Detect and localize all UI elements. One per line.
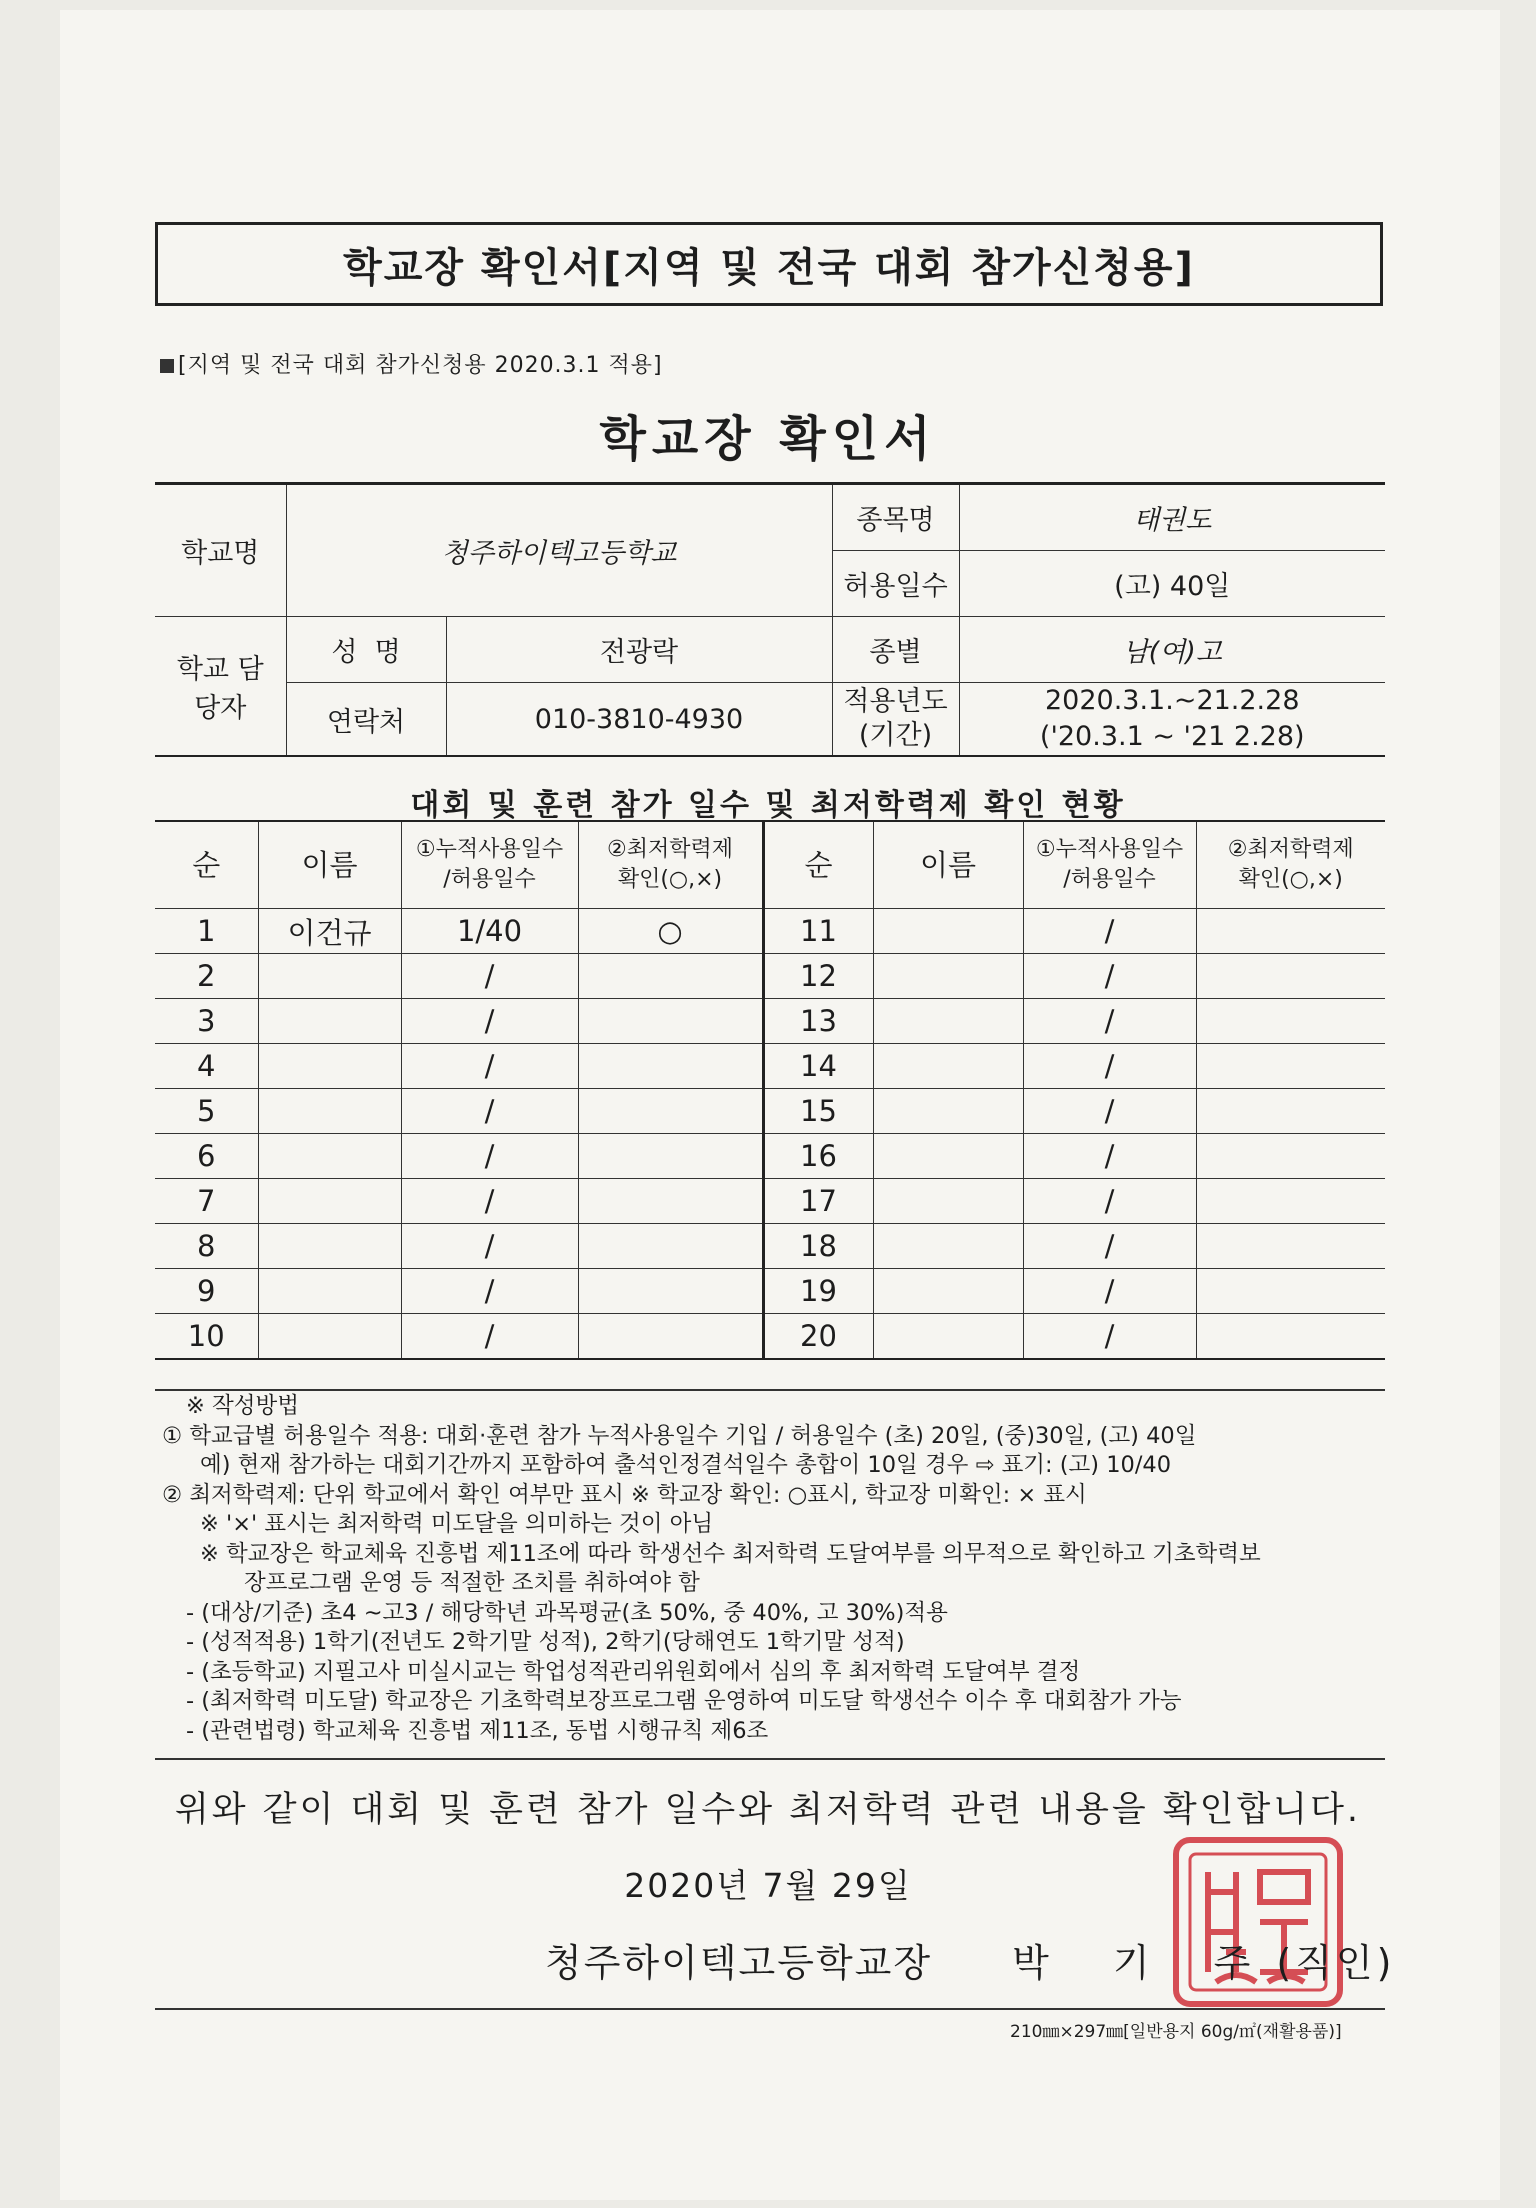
left-cell-no: 4 [155,1044,258,1089]
period-value-line1: 2020.3.1.~21.2.28 [1045,685,1300,716]
right-cell-check [1196,954,1385,999]
days-label: 허용일수 [832,551,959,617]
col-days-line2: /허용일수 [443,867,536,892]
right-cell-no: 18 [763,1224,873,1269]
right-cell-name [873,1044,1023,1089]
right-cell-check [1196,1179,1385,1224]
left-cell-days: / [401,1269,578,1314]
left-cell-check: ○ [578,909,763,954]
table-row [155,1134,1385,1179]
seal-label: (직인) [1276,1941,1396,1985]
left-cell-name [258,1044,401,1089]
left-cell-no: 9 [155,1269,258,1314]
table-row [155,1224,1385,1269]
principal-title: 청주하이텍고등학교장 [545,1941,933,1985]
footer-divider [155,2008,1385,2010]
left-cell-no: 1 [155,909,258,954]
note-item: ② 최저학력제: 단위 학교에서 확인 여부만 표시 ※ 학교장 확인: ○표시, 학교장 미확인: × 표시 [162,1481,1087,1508]
right-cell-days: / [1023,954,1196,999]
period-label-line1: 적용년도 [843,686,948,717]
note-item: ※ 학교장은 학교체육 진흥법 제11조에 따라 학생선수 최저학력 도달여부를 의무적으로 확인하고 기초학력보 [200,1540,1261,1567]
right-cell-no: 14 [763,1044,873,1089]
right-cell-name [873,909,1023,954]
col-check [578,821,763,909]
table-row [155,909,1385,954]
event-value: 태권도 [959,484,1385,551]
table-row [155,1179,1385,1224]
right-cell-days: / [1023,1044,1196,1089]
right-cell-name [873,1269,1023,1314]
right-cell-check [1196,999,1385,1044]
right-cell-check [1196,1089,1385,1134]
note-item: ① 학교급별 허용일수 적용: 대회·훈련 참가 누적사용일수 기입 / 허용일수 (초) 20일, (중)30일, (고) 40일 [162,1422,1197,1449]
col-check-right [1196,821,1385,909]
col-check-line2: 확인(○,×) [617,867,723,892]
left-cell-check [578,1179,763,1224]
header-title: 학교장 확인서[지역 및 전국 대회 참가신청용] [155,222,1383,306]
participation-table [155,820,1385,1360]
info-table [155,482,1385,757]
left-cell-days: / [401,999,578,1044]
right-cell-days: / [1023,1134,1196,1179]
principal-signature [545,1932,1395,1987]
sub-note [160,348,663,379]
left-cell-name [258,1314,401,1360]
left-cell-name [258,1224,401,1269]
col-days-right-line2: /허용일수 [1063,867,1156,892]
gender-label: 종별 [832,617,959,683]
right-cell-name [873,1179,1023,1224]
left-cell-days: / [401,1044,578,1089]
col-days-line1: ①누적사용일수 [415,837,564,862]
notes-bottom-divider [155,1758,1385,1760]
table-row [155,1044,1385,1089]
period-label-line2: (기간) [858,720,933,751]
right-cell-no: 15 [763,1089,873,1134]
col-name-right: 이름 [873,821,1023,909]
event-label: 종목명 [832,484,959,551]
left-cell-check [578,1044,763,1089]
left-cell-check [578,999,763,1044]
manager-label: 학교 담당자 [155,617,286,757]
left-cell-name [258,999,401,1044]
table-row [155,1314,1385,1360]
right-cell-days: / [1023,1179,1196,1224]
participation-rows [155,909,1385,1360]
left-cell-check [578,954,763,999]
right-cell-days: / [1023,1224,1196,1269]
sub-note-text: [지역 및 전국 대회 참가신청용 2020.3.1 적용] [178,353,663,378]
name-value: 전광락 [446,617,832,683]
table-row [155,1089,1385,1134]
right-cell-no: 13 [763,999,873,1044]
left-cell-days: / [401,1134,578,1179]
left-cell-no: 2 [155,954,258,999]
left-cell-no: 7 [155,1179,258,1224]
right-cell-days: / [1023,1314,1196,1360]
right-cell-no: 17 [763,1179,873,1224]
right-cell-days: / [1023,909,1196,954]
col-no-right: 순 [763,821,873,909]
left-cell-name [258,1089,401,1134]
gender-value: 남(여)고 [959,617,1385,683]
right-cell-no: 12 [763,954,873,999]
left-cell-days: / [401,1089,578,1134]
left-cell-no: 6 [155,1134,258,1179]
note-item: ※ '×' 표시는 최저학력 미도달을 의미하는 것이 아님 [200,1511,714,1537]
instructions [162,1392,1392,1746]
left-cell-days: / [401,954,578,999]
right-cell-days: / [1023,1089,1196,1134]
notes-top-divider [155,1389,1385,1391]
right-cell-name [873,1314,1023,1360]
left-cell-days: / [401,1224,578,1269]
right-cell-check [1196,1224,1385,1269]
note-item: 장프로그램 운영 등 적절한 조치를 취하여야 함 [244,1570,700,1596]
contact-value: 010-3810-4930 [446,683,832,757]
left-cell-check [578,1089,763,1134]
right-cell-check [1196,909,1385,954]
left-cell-name [258,1179,401,1224]
note-item: - (초등학교) 지필고사 미실시교는 학업성적관리위원회에서 심의 후 최저학력 도달여부 결정 [186,1658,1081,1685]
issue-date: 2020년 7월 29일 [624,1866,912,1905]
name-label: 성 명 [286,617,446,683]
table-row [155,1269,1385,1314]
principal-name: 박 기 주 [1012,1941,1277,1985]
col-days [401,821,578,909]
left-cell-days: / [401,1314,578,1360]
period-label [832,683,959,757]
right-cell-name [873,1089,1023,1134]
note-item: - (성적적용) 1학기(전년도 2학기말 성적), 2학기(당해연도 1학기말 성적) [186,1629,905,1655]
col-check-right-line2: 확인(○,×) [1238,867,1343,892]
right-cell-no: 11 [763,909,873,954]
right-cell-check [1196,1314,1385,1360]
right-cell-name [873,1224,1023,1269]
table-row [155,999,1385,1044]
left-cell-check [578,1134,763,1179]
note-item: - (관련법령) 학교체육 진흥법 제11조, 동법 시행규칙 제6조 [186,1717,769,1744]
left-cell-days: / [401,1179,578,1224]
days-value: (고) 40일 [959,551,1385,617]
square-bullet-icon [160,359,174,373]
right-cell-no: 20 [763,1314,873,1360]
right-cell-no: 19 [763,1269,873,1314]
col-check-right-line1: ②최저학력제 [1227,837,1354,862]
main-title: 학교장 확인서 [599,411,937,467]
note-item: 예) 현재 참가하는 대회기간까지 포함하여 출석인정결석일수 총합이 10일 경우 ⇨ 표기: (고) 10/40 [200,1452,1172,1478]
right-cell-name [873,954,1023,999]
left-cell-no: 10 [155,1314,258,1360]
period-value [959,683,1385,757]
right-cell-days: / [1023,999,1196,1044]
right-cell-check [1196,1134,1385,1179]
col-days-right [1023,821,1196,909]
confirm-statement: 위와 같이 대회 및 훈련 참가 일수와 최저학력 관련 내용을 확인합니다. [174,1790,1362,1830]
section-title: 대회 및 훈련 참가 일수 및 최저학력제 확인 현황 [410,788,1126,823]
left-cell-name: 이건규 [258,909,401,954]
right-cell-name [873,1134,1023,1179]
school-value: 청주하이텍고등학교 [286,484,832,617]
col-name: 이름 [258,821,401,909]
left-cell-days: 1/40 [401,909,578,954]
left-cell-name [258,1269,401,1314]
right-cell-name [873,999,1023,1044]
col-days-right-line1: ①누적사용일수 [1035,837,1184,862]
period-value-line2: ('20.3.1 ~ '21 2.28) [1039,721,1305,752]
contact-label: 연락처 [286,683,446,757]
right-cell-check [1196,1044,1385,1089]
col-check-line1: ②최저학력제 [607,837,733,862]
right-cell-check [1196,1269,1385,1314]
left-cell-check [578,1314,763,1360]
note-item: - (최저학력 미도달) 학교장은 기초학력보장프로그램 운영하여 미도달 학생선수 이수 후 대회참가 가능 [186,1688,1182,1714]
note-heading: ※ 작성방법 [186,1393,299,1419]
left-cell-no: 3 [155,999,258,1044]
left-cell-no: 8 [155,1224,258,1269]
note-item: - (대상/기준) 초4 ~고3 / 해당학년 과목평균(초 50%, 중 40%, 고 30%)적용 [186,1599,948,1626]
left-cell-check [578,1224,763,1269]
paper-spec-footer: 210㎜×297㎜[일반용지 60g/㎡(재활용품)] [1010,2022,1342,2042]
table-row [155,954,1385,999]
left-cell-no: 5 [155,1089,258,1134]
right-cell-days: / [1023,1269,1196,1314]
school-label: 학교명 [155,484,286,617]
left-cell-name [258,1134,401,1179]
right-cell-no: 16 [763,1134,873,1179]
col-no: 순 [155,821,258,909]
left-cell-check [578,1269,763,1314]
left-cell-name [258,954,401,999]
